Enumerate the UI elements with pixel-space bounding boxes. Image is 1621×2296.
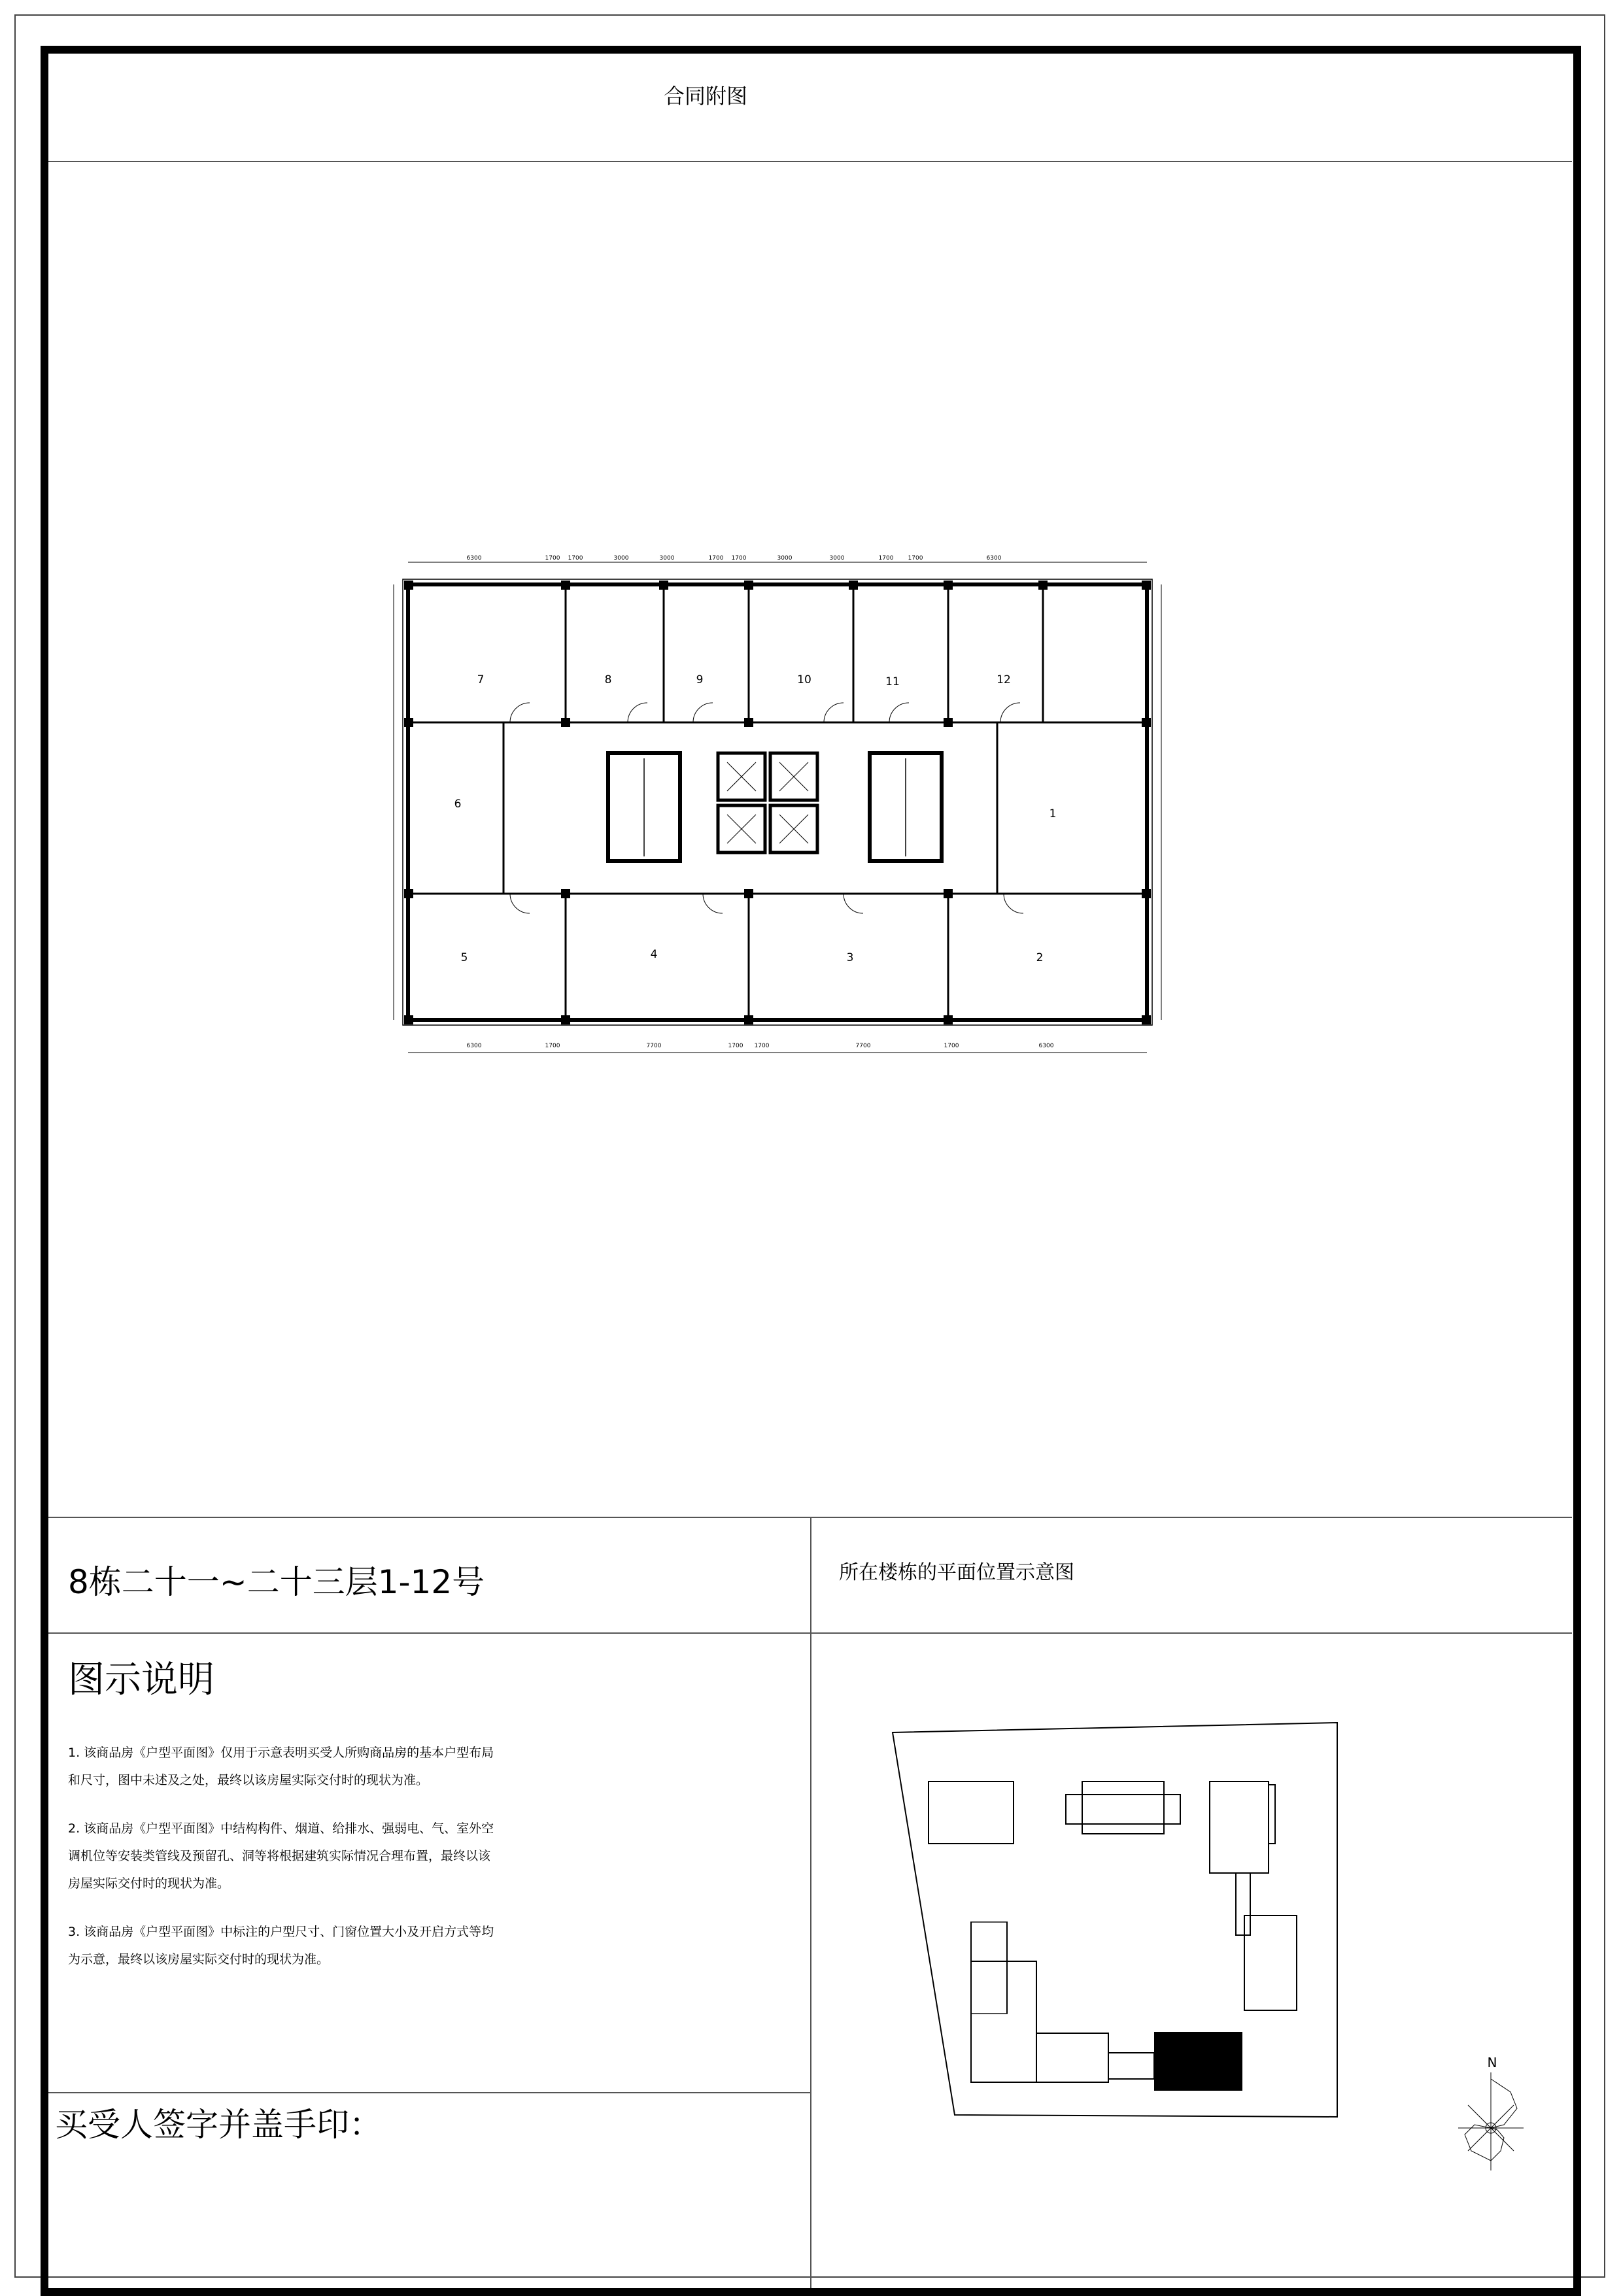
- room-number: 4: [650, 948, 658, 961]
- target-building: [1154, 2032, 1242, 2091]
- dimension-label: 7700: [855, 1043, 871, 1049]
- room-number: 2: [1036, 951, 1044, 964]
- dimension-label: 1700: [545, 1043, 560, 1049]
- room-number: 5: [460, 951, 468, 964]
- header-divider: [48, 161, 1572, 162]
- dimension-label: 1700: [708, 555, 724, 562]
- site-plan-title: 所在楼栋的平面位置示意图: [839, 1561, 1074, 1584]
- room-number: 7: [477, 673, 485, 686]
- dimension-label: 1700: [728, 1043, 743, 1049]
- note-line: 调机位等安装类管线及预留孔、洞等将根据建筑实际情况合理布置，最终以该: [68, 1849, 491, 1863]
- table-divider: [810, 1517, 811, 2288]
- dimension-label: 3000: [829, 555, 845, 562]
- unit-title: 8栋二十一~二十三层1-12号: [68, 1563, 485, 1601]
- compass-rose: [1452, 2053, 1530, 2177]
- dimension-label: 1700: [731, 555, 747, 562]
- page-title: 合同附图: [664, 84, 748, 109]
- dimension-label: 7700: [646, 1043, 662, 1049]
- room-number: 6: [454, 798, 462, 811]
- dimension-label: 6300: [986, 555, 1002, 562]
- dimension-label: 3000: [659, 555, 675, 562]
- site-plan: [889, 1719, 1360, 2125]
- dimension-label: 1700: [754, 1043, 770, 1049]
- legend-heading: 图示说明: [68, 1659, 214, 1701]
- room-number: 1: [1049, 807, 1057, 820]
- note-line: 房屋实际交付时的现状为准。: [68, 1876, 230, 1891]
- room-number: 8: [604, 673, 612, 686]
- signature-line: [48, 2092, 810, 2093]
- note-line: 2. 该商品房《户型平面图》中结构构件、烟道、给排水、强弱电、气、室外空: [68, 1821, 494, 1836]
- signature-label: 买受人签字并盖手印：: [55, 2106, 382, 2144]
- dimension-label: 1700: [908, 555, 923, 562]
- room-number: 3: [846, 951, 854, 964]
- room-number: 11: [885, 675, 900, 688]
- note-line: 3. 该商品房《户型平面图》中标注的户型尺寸、门窗位置大小及开启方式等均: [68, 1925, 494, 1939]
- dimension-label: 6300: [1038, 1043, 1054, 1049]
- note-line: 为示意，最终以该房屋实际交付时的现状为准。: [68, 1952, 330, 1967]
- dimension-label: 3000: [777, 555, 793, 562]
- dimension-label: 1700: [545, 555, 560, 562]
- note-line: 1. 该商品房《户型平面图》仅用于示意表明买受人所购商品房的基本户型布局: [68, 1746, 494, 1760]
- floor-plan: [392, 549, 1164, 1066]
- notes-block: [68, 1739, 526, 1973]
- dimension-label: 6300: [466, 1043, 482, 1049]
- room-number: 9: [696, 673, 704, 686]
- room-number: 12: [997, 673, 1011, 686]
- north-label: N: [1487, 2055, 1497, 2070]
- dimension-label: 6300: [466, 555, 482, 562]
- dimension-label: 3000: [613, 555, 629, 562]
- dimension-label: 1700: [944, 1043, 959, 1049]
- room-number: 10: [797, 673, 811, 686]
- dimension-label: 1700: [878, 555, 894, 562]
- note-line: 和尺寸，图中未述及之处，最终以该房屋实际交付时的现状为准。: [68, 1773, 429, 1787]
- dimension-label: 1700: [568, 555, 583, 562]
